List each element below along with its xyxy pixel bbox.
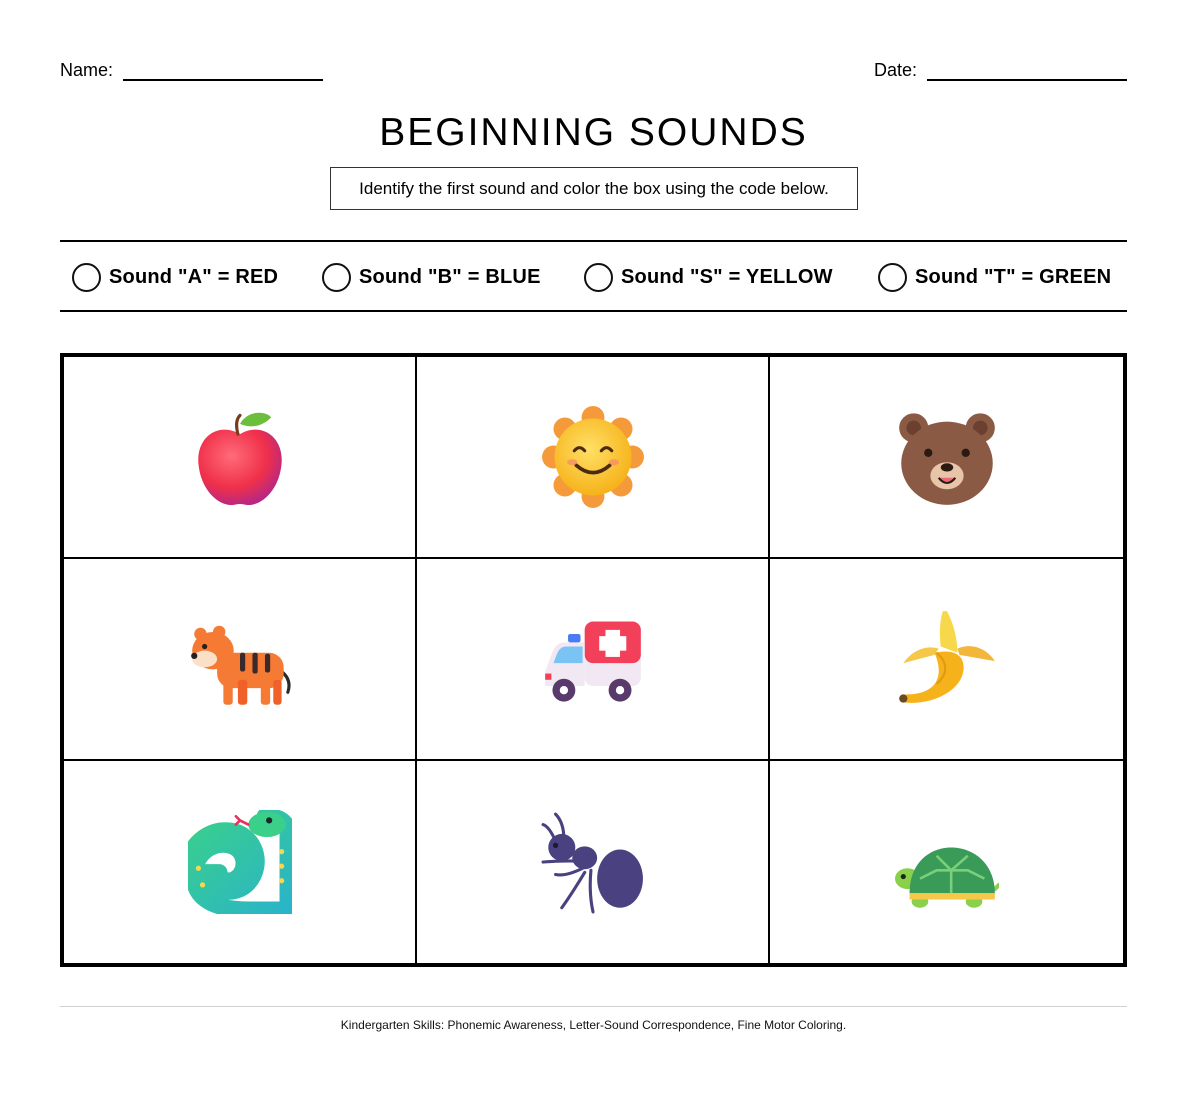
grid-cell-bear[interactable] (770, 357, 1123, 559)
legend-item-a (72, 262, 278, 292)
ant-icon (541, 810, 645, 914)
bear-icon (895, 405, 999, 509)
tiger-icon (188, 607, 292, 711)
sun-icon (541, 405, 645, 509)
page-title: BEGINNING SOUNDS (379, 111, 808, 154)
date-label: Date: (873, 60, 917, 80)
footer-rule (60, 1006, 1127, 1007)
legend-item-b (322, 262, 541, 292)
grid-cell-snake[interactable] (64, 761, 417, 963)
picture-grid (60, 353, 1127, 967)
apple-icon (188, 405, 292, 509)
legend-label-t: Sound "T" = GREEN (915, 265, 1112, 288)
header-row (60, 58, 1127, 84)
legend-label-b: Sound "B" = BLUE (359, 265, 541, 288)
grid-cell-ant[interactable] (417, 761, 770, 963)
name-label: Name: (60, 60, 114, 80)
grid-cell-tiger[interactable] (64, 559, 417, 761)
banana-icon (895, 607, 999, 711)
legend-circle-icon (584, 263, 613, 292)
grid-cell-sun[interactable] (417, 357, 770, 559)
legend-top-rule (60, 240, 1127, 242)
legend-circle-icon (878, 263, 907, 292)
legend-label-s: Sound "S" = YELLOW (621, 265, 833, 288)
grid-cell-apple[interactable] (64, 357, 417, 559)
grid-cell-turtle[interactable] (770, 761, 1123, 963)
date-field (874, 58, 1127, 82)
legend-label-a: Sound "A" = RED (109, 265, 279, 288)
footer-text: Kindergarten Skills: Phonemic Awareness, Letter-Sound Correspondence, Fine Motor Coloring. (340, 1018, 847, 1032)
legend-bottom-rule (60, 310, 1127, 312)
legend-item-s (584, 262, 833, 292)
date-line[interactable] (927, 79, 1127, 81)
name-line[interactable] (123, 79, 323, 81)
snake-icon (188, 810, 292, 914)
legend-circle-icon (322, 263, 351, 292)
ambulance-icon (541, 607, 645, 711)
instruction-text: Identify the first sound and color the box using the code below. (359, 178, 829, 198)
grid-cell-banana[interactable] (770, 559, 1123, 761)
turtle-icon (895, 810, 999, 914)
instruction-box (330, 167, 858, 210)
legend-item-t (878, 262, 1111, 292)
grid-cell-ambulance[interactable] (417, 559, 770, 761)
color-code-legend (60, 262, 1127, 292)
legend-circle-icon (72, 263, 101, 292)
name-field (60, 58, 323, 82)
